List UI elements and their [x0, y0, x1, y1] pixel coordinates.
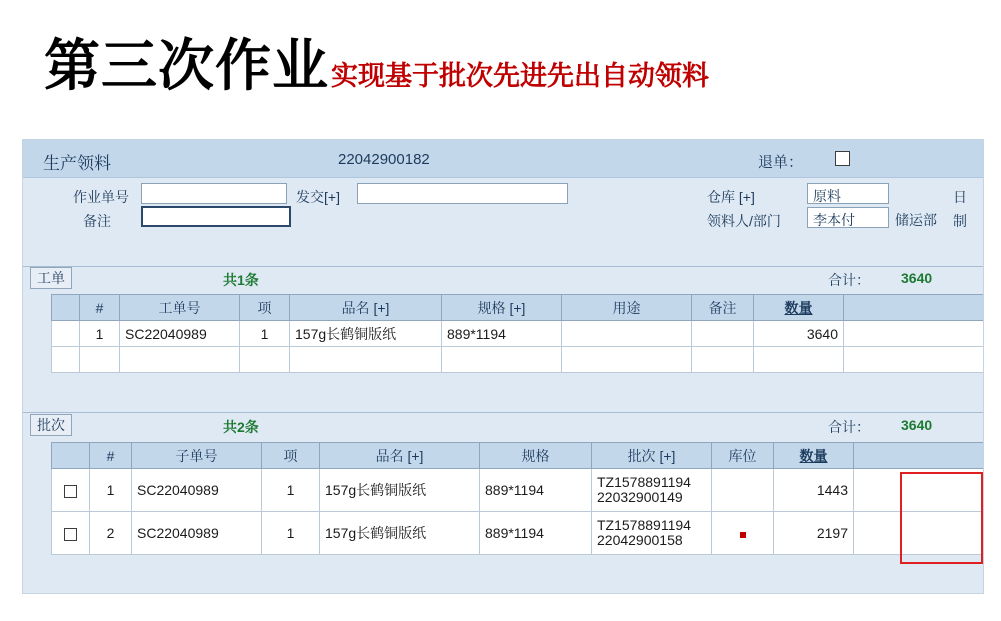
wo-blank-spec[interactable] [442, 347, 562, 373]
wo-col-select [52, 295, 80, 321]
delivery-input[interactable] [357, 183, 568, 204]
work-order-total-label: 合计： [828, 272, 870, 288]
bt-cell-sub-order-no: SC22040989 [132, 512, 262, 555]
batch-total-value: 3640 [901, 417, 933, 433]
page-title [44, 34, 709, 97]
picker-department-label: 领料人/部门 [707, 213, 781, 229]
remark-label: 备注 [83, 213, 111, 229]
wo-cell-extra [844, 321, 985, 347]
bt-cell-qty[interactable]: 2197 [774, 512, 854, 555]
bt-col-qty[interactable]: 数量 [774, 443, 854, 469]
warehouse-value: 原料 [813, 188, 841, 204]
wo-cell-select[interactable] [52, 321, 80, 347]
bt-col-index: # [90, 443, 132, 469]
batch-line-2: 22032900149 [597, 489, 683, 505]
bt-cell-extra [854, 469, 985, 512]
wo-blank-item[interactable] [240, 347, 290, 373]
remark-input[interactable] [141, 206, 291, 227]
batch-line-1: TZ1578891194 [597, 517, 691, 533]
wo-blank-order-no[interactable] [120, 347, 240, 373]
bt-col-location: 库位 [712, 443, 774, 469]
bt-cell-spec: 889*1194 [480, 469, 592, 512]
wo-cell-item: 1 [240, 321, 290, 347]
batch-line-2: 22042900158 [597, 532, 683, 548]
location-marker-icon [740, 532, 746, 538]
bt-cell-select [52, 512, 90, 555]
wo-cell-product: 157g长鹤铜版纸 [290, 321, 442, 347]
wo-col-index: # [80, 295, 120, 321]
batch-header-row [52, 443, 985, 469]
maker-label: 制 [953, 213, 967, 229]
wo-col-remark: 备注 [692, 295, 754, 321]
bt-col-sub-order-no: 子单号 [132, 443, 262, 469]
work-order-header-row [52, 295, 985, 321]
row-checkbox[interactable] [64, 528, 77, 541]
window-header [23, 140, 983, 178]
batch-line-1: TZ1578891194 [597, 474, 691, 490]
bt-cell-index: 2 [90, 512, 132, 555]
wo-cell-usage[interactable] [562, 321, 692, 347]
delivery-label[interactable]: 发交[+] [296, 189, 340, 205]
date-label: 日 [953, 189, 967, 205]
wo-col-usage: 用途 [562, 295, 692, 321]
bt-col-product[interactable]: 品名 [+] [320, 443, 480, 469]
work-order-grid [51, 294, 984, 373]
bt-cell-batch[interactable] [592, 469, 712, 512]
work-order-count: 共1条 [223, 272, 259, 288]
form-area [23, 178, 983, 240]
bt-cell-extra [854, 512, 985, 555]
section-tab-batch[interactable]: 批次 [30, 414, 72, 436]
wo-blank-product[interactable] [290, 347, 442, 373]
department-value: 储运部 [895, 212, 937, 228]
warehouse-label[interactable]: 仓库 [+] [707, 189, 755, 205]
wo-col-qty[interactable]: 数量 [754, 295, 844, 321]
wo-cell-remark[interactable] [692, 321, 754, 347]
wo-cell-order-no: SC22040989 [120, 321, 240, 347]
batch-count: 共2条 [223, 419, 259, 435]
bt-col-item: 项 [262, 443, 320, 469]
page-title-subtitle: 实现基于批次先进先出自动领料 [331, 61, 709, 91]
wo-col-spec[interactable]: 规格 [+] [442, 295, 562, 321]
wo-blank-qty[interactable] [754, 347, 844, 373]
wo-cell-spec: 889*1194 [442, 321, 562, 347]
bt-cell-sub-order-no: SC22040989 [132, 469, 262, 512]
bt-cell-product: 157g长鹤铜版纸 [320, 512, 480, 555]
table-row[interactable] [52, 321, 985, 347]
bt-cell-select [52, 469, 90, 512]
wo-blank-select[interactable] [52, 347, 80, 373]
bt-col-spec: 规格 [480, 443, 592, 469]
wo-col-item: 项 [240, 295, 290, 321]
bt-cell-product: 157g长鹤铜版纸 [320, 469, 480, 512]
bt-cell-batch[interactable] [592, 512, 712, 555]
bt-col-extra [854, 443, 985, 469]
bt-cell-item: 1 [262, 469, 320, 512]
picker-value: 李本付 [813, 212, 855, 228]
wo-blank-usage[interactable] [562, 347, 692, 373]
return-order-label: 退单： [758, 154, 804, 171]
erp-window [22, 139, 984, 594]
bt-col-batch[interactable]: 批次 [+] [592, 443, 712, 469]
document-number: 22042900182 [338, 151, 430, 168]
wo-cell-qty[interactable]: 3640 [754, 321, 844, 347]
job-number-input[interactable] [141, 183, 287, 204]
row-checkbox[interactable] [64, 485, 77, 498]
wo-col-order-no: 工单号 [120, 295, 240, 321]
section-divider-2 [23, 412, 984, 413]
bt-cell-location[interactable] [712, 469, 774, 512]
section-divider-1 [23, 266, 984, 267]
bt-cell-spec: 889*1194 [480, 512, 592, 555]
section-tab-work-order[interactable]: 工单 [30, 267, 72, 289]
work-order-total-value: 3640 [901, 270, 933, 286]
return-order-checkbox[interactable] [835, 151, 850, 166]
bt-col-select [52, 443, 90, 469]
wo-col-product[interactable]: 品名 [+] [290, 295, 442, 321]
batch-total-label: 合计： [828, 419, 870, 435]
wo-blank-remark[interactable] [692, 347, 754, 373]
wo-blank-extra [844, 347, 985, 373]
table-row-blank[interactable] [52, 347, 985, 373]
bt-cell-location[interactable] [712, 512, 774, 555]
batch-grid [51, 442, 984, 555]
bt-cell-qty[interactable]: 1443 [774, 469, 854, 512]
bt-cell-index: 1 [90, 469, 132, 512]
wo-blank-index [80, 347, 120, 373]
bt-cell-item: 1 [262, 512, 320, 555]
window-title: 生产领料 [43, 154, 111, 173]
wo-cell-index: 1 [80, 321, 120, 347]
wo-col-extra [844, 295, 985, 321]
table-row[interactable] [52, 512, 985, 555]
page-title-main: 第三次作业 [44, 34, 329, 97]
table-row[interactable] [52, 469, 985, 512]
job-number-label: 作业单号 [73, 189, 129, 205]
